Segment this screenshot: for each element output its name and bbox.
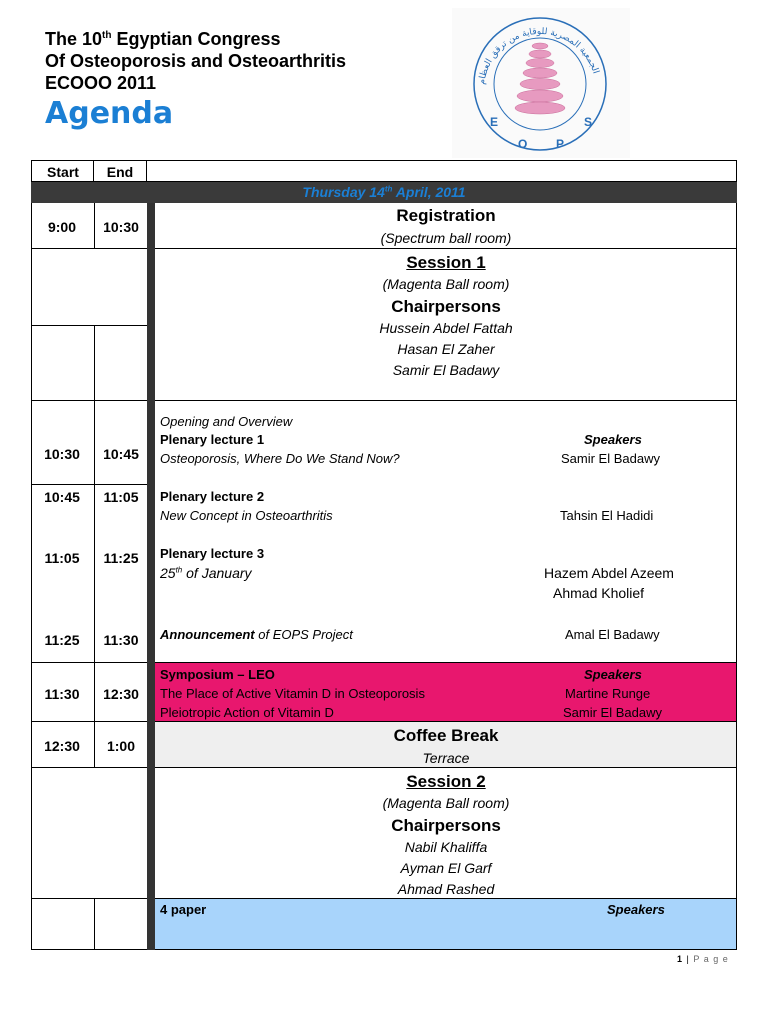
row-chairs-end — [94, 326, 147, 401]
session2-title: Session 2 — [406, 772, 486, 791]
congress-title: The 10th Egyptian Congress Of Osteoporosis and Osteoarthritis ECOOO 2011 — [45, 29, 347, 93]
plenary-label: Plenary lecture 3 — [160, 546, 265, 561]
symposium-talk: Pleiotropic Action of Vitamin D — [160, 705, 334, 720]
opening-label: Opening and Overview — [160, 414, 293, 429]
speaker-name: Ahmad Kholief — [553, 585, 645, 601]
chairperson: Nabil Khaliffa — [404, 839, 488, 855]
header-blank-cell — [147, 160, 737, 182]
logo-arabic-text: الجمعية المصرية للوقاية من ترقق العظام — [477, 26, 601, 86]
time-start: 12:30 — [44, 738, 80, 754]
chairperson: Ayman El Garf — [400, 860, 492, 876]
row-session1-blank — [31, 249, 147, 326]
registration-room: (Spectrum ball room) — [380, 230, 512, 246]
chairperson: Ahmad Rashed — [397, 881, 495, 897]
speaker-name: Samir El Badawy — [563, 705, 662, 720]
session1-chair-title: Chairpersons — [391, 297, 501, 316]
plenary-label: Plenary lecture 1 — [160, 432, 265, 447]
speaker-name: Samir El Badawy — [561, 451, 660, 466]
speaker-name: Martine Runge — [565, 686, 651, 701]
row-paper-end — [94, 899, 147, 950]
chairperson: Hasan El Zaher — [397, 341, 495, 357]
session2-chair-title: Chairpersons — [391, 816, 501, 835]
registration-title: Registration — [396, 206, 496, 225]
time-end: 12:30 — [103, 686, 139, 702]
coffee-place: Terrace — [422, 750, 470, 766]
time-start: 11:25 — [44, 632, 80, 648]
speaker-name: Amal El Badawy — [565, 627, 660, 642]
session1-room: (Magenta Ball room) — [382, 276, 510, 292]
time-start: 10:30 — [44, 446, 80, 462]
time-end: 1:00 — [106, 738, 136, 754]
speaker-name: Hazem Abdel Azeem — [544, 565, 674, 581]
speakers-label: Speakers — [584, 432, 642, 447]
header-end-cell: End — [94, 160, 147, 182]
column-divider — [147, 203, 155, 950]
chairperson: Samir El Badawy — [392, 362, 500, 378]
session2-room: (Magenta Ball room) — [382, 795, 510, 811]
symposium-talk: The Place of Active Vitamin D in Osteoporosis — [160, 686, 425, 701]
speaker-name: Tahsin El Hadidi — [560, 508, 654, 523]
logo-letter-o: O — [518, 137, 528, 151]
day-label: Thursday 14th April, 2011 — [302, 184, 466, 200]
divider — [31, 484, 147, 485]
page-footer: 1 | P a g e — [677, 954, 729, 964]
time-end: 10:30 — [103, 219, 139, 235]
time-start: 11:05 — [44, 550, 80, 566]
logo-letter-s: S — [584, 115, 593, 129]
logo-letter-e: E — [490, 115, 499, 129]
paper-label: 4 paper — [160, 902, 207, 917]
time-end: 11:30 — [103, 632, 139, 648]
lecture-topic: New Concept in Osteoarthritis — [160, 508, 333, 523]
row-lectures-end — [94, 401, 147, 663]
session1-title: Session 1 — [406, 253, 486, 272]
time-end: 11:05 — [103, 489, 139, 505]
row-paper-start — [31, 899, 94, 950]
speakers-label: Speakers — [607, 902, 665, 917]
time-start: 10:45 — [44, 489, 80, 505]
time-start: 11:30 — [44, 686, 80, 702]
time-end: 10:45 — [103, 446, 139, 462]
time-start: 9:00 — [47, 219, 77, 235]
lecture-topic: 25th of January — [160, 565, 252, 581]
row-chairs-start — [31, 326, 94, 401]
eops-logo — [452, 8, 630, 158]
lecture-topic: Osteoporosis, Where Do We Stand Now? — [160, 451, 400, 466]
symposium-title: Symposium – LEO — [160, 667, 275, 682]
page-title: Agenda — [45, 96, 174, 131]
logo-letter-p: P — [556, 137, 565, 151]
row-session2-blank — [31, 768, 147, 899]
chairperson: Hussein Abdel Fattah — [379, 320, 513, 336]
plenary-label: Plenary lecture 2 — [160, 489, 265, 504]
coffee-title: Coffee Break — [393, 726, 499, 745]
day-row — [31, 182, 737, 203]
row-lectures-start — [31, 401, 94, 663]
header-start-cell: Start — [31, 160, 94, 182]
announcement: Announcement of EOPS Project — [160, 627, 353, 642]
speakers-label: Speakers — [584, 667, 642, 682]
time-end: 11:25 — [103, 550, 139, 566]
